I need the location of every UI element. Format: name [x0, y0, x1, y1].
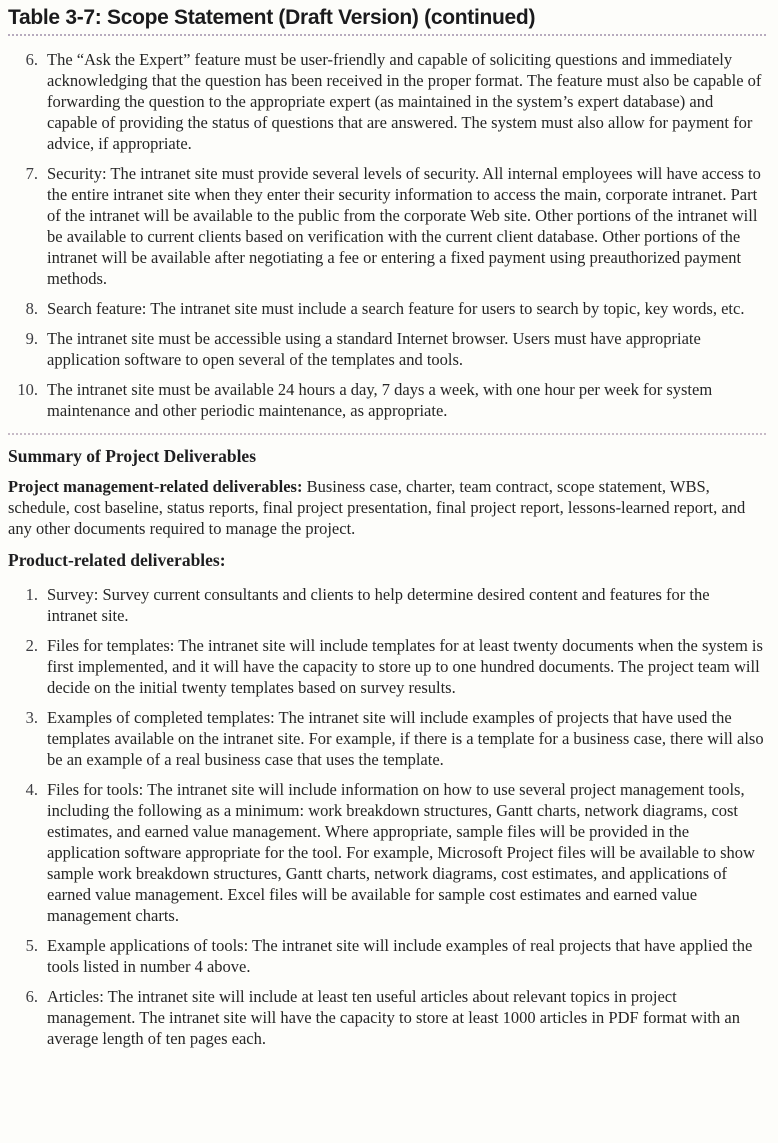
list-number: 8.: [25, 299, 38, 318]
list-item: [8, 779, 766, 926]
list-text: Search feature: The intranet site must include a search feature for users to search by topic, key words, etc.: [47, 299, 745, 318]
list-item: [8, 379, 766, 421]
list-item: [8, 298, 766, 319]
list-item: [8, 328, 766, 370]
list-number: 4.: [25, 780, 38, 799]
list-text: Examples of completed templates: The intranet site will include examples of projects that have used the templates available on the intranet site. For example, if there is a template for a business case, there will also be an example of a real business case that uses the template.: [47, 708, 764, 769]
list-text: Example applications of tools: The intranet site will include examples of real projects that have applied the tools listed in number 4 above.: [47, 936, 753, 976]
pm-deliverables-text: Business case, charter, team contract, scope statement, WBS, schedule, cost baseline, status reports, final project presentation, final project report, lessons-learned report, and any other documents required to manage the project.: [8, 477, 746, 538]
list-number: 6.: [25, 987, 38, 1006]
list-number: 5.: [25, 936, 38, 955]
list-text: The intranet site must be available 24 hours a day, 7 days a week, with one hour per week for system maintenance and other periodic maintenance, as appropriate.: [47, 380, 713, 420]
product-deliverables-list: [8, 584, 766, 1049]
pm-deliverables-paragraph: [8, 476, 766, 539]
table-title: Table 3-7: Scope Statement (Draft Version) (continued): [8, 5, 766, 36]
list-item: [8, 584, 766, 626]
list-item: [8, 163, 766, 289]
list-text: Files for templates: The intranet site will include templates for at least twenty documents when the system is first implemented, and it will have the capacity to store up to one hundred documents. The project team will decide on the initial twenty templates based on survey results.: [47, 636, 763, 697]
list-item: [8, 986, 766, 1049]
list-number: 10.: [17, 380, 38, 399]
list-text: The intranet site must be accessible using a standard Internet browser. Users must have appropriate application software to open several of the templates and tools.: [47, 329, 701, 369]
scope-requirements-list: [8, 49, 766, 421]
list-number: 9.: [25, 329, 38, 348]
list-item: [8, 635, 766, 698]
summary-deliverables-heading: Summary of Project Deliverables: [8, 446, 257, 466]
list-text: Files for tools: The intranet site will include information on how to use several project management tools, including the following as a minimum: work breakdown structures, Gantt charts, network diagrams, cost estimates, and earned value management. Where appropriate, sample files will be provided in the application software appropriate for the tool. For example, Microsoft Project files will be available to show sample work breakdown structures, Gantt charts, network diagrams, cost estimates, and applications of earned value management. Excel files will be available for sample cost estimates and earned value management charts.: [47, 780, 755, 925]
product-deliverables-heading: Product-related deliverables:: [8, 550, 226, 570]
list-item: [8, 49, 766, 154]
list-item: [8, 707, 766, 770]
list-item: [8, 935, 766, 977]
section-divider: [8, 433, 766, 435]
pm-deliverables-label: Project management-related deliverables:: [8, 477, 303, 496]
list-text: The “Ask the Expert” feature must be user-friendly and capable of soliciting questions and immediately acknowledging that the question has been received in the proper format. The feature must also be capable of forwarding the question to the appropriate expert (as maintained in the system’s expert database) and capable of providing the status of questions that are answered. The system must also allow for payment for advice, if appropriate.: [47, 50, 762, 153]
list-text: Survey: Survey current consultants and clients to help determine desired content and features for the intranet site.: [47, 585, 710, 625]
list-number: 6.: [25, 50, 38, 69]
list-number: 7.: [25, 164, 38, 183]
list-text: Articles: The intranet site will include at least ten useful articles about relevant topics in project management. The intranet site will have the capacity to store at least 1000 articles in PDF format with an average length of ten pages each.: [47, 987, 740, 1048]
list-number: 2.: [25, 636, 38, 655]
list-number: 3.: [25, 708, 38, 727]
list-number: 1.: [25, 585, 38, 604]
list-text: Security: The intranet site must provide several levels of security. All internal employees will have access to the entire intranet site when they enter their security information to access the main, corporate intranet. Part of the intranet will be available to the public from the corporate Web site. Other portions of the intranet will be available to current clients based on verification with the current client database. Other portions of the intranet will be available after negotiating a fee or entering a fixed payment using preauthorized payment methods.: [47, 164, 761, 288]
